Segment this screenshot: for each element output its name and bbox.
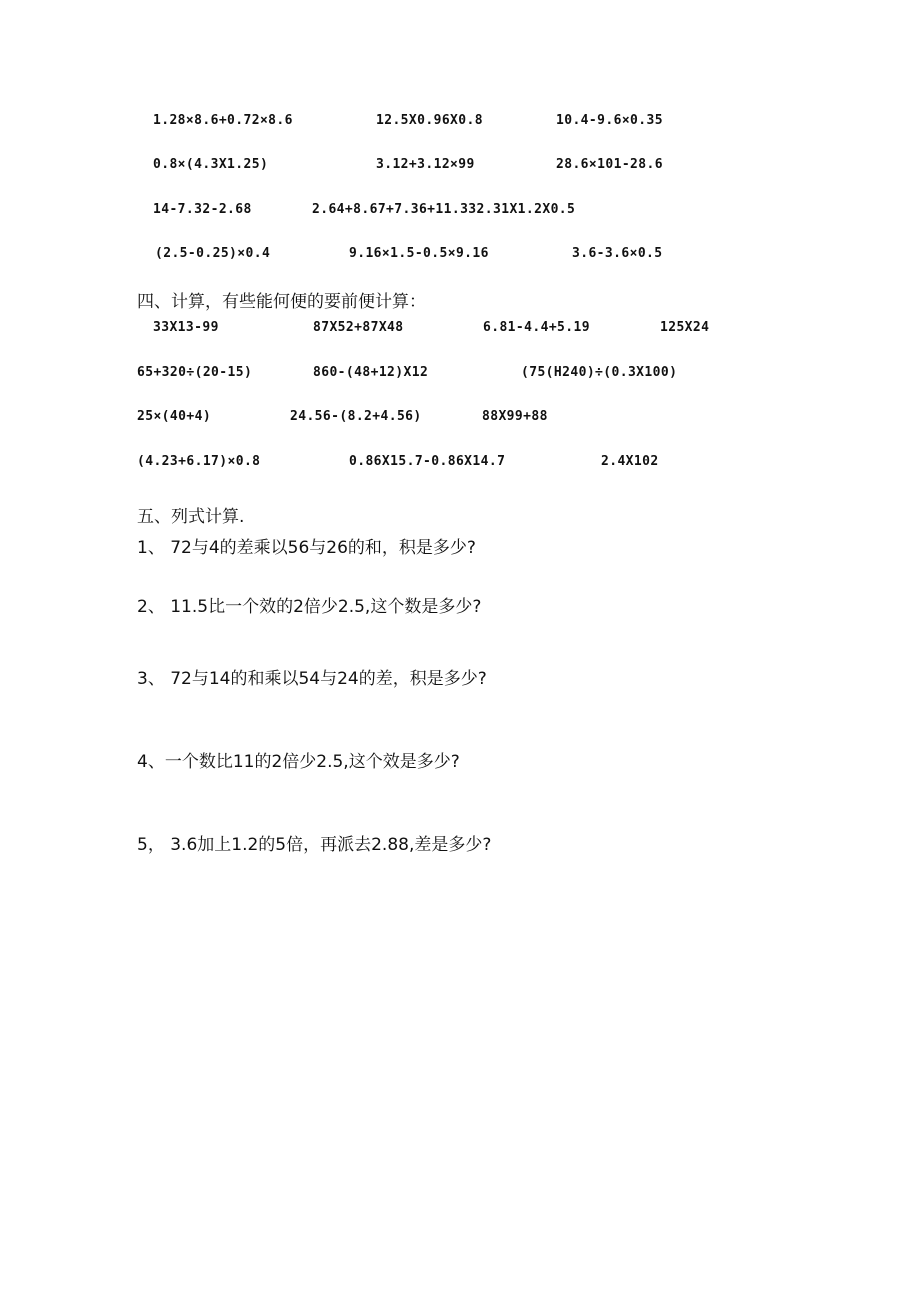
- expression: (2.5-0.25)×0.4: [155, 246, 271, 261]
- expression: 6.81-4.4+5.19: [483, 320, 590, 335]
- expression: 12.5X0.96X0.8: [376, 113, 483, 128]
- expression: 25×(40+4): [137, 409, 212, 424]
- expression: 33X13-99: [153, 320, 219, 335]
- expression: 0.8×(4.3X1.25): [153, 157, 269, 172]
- expression: 2.64+8.67+7.36+11.332.31X1.2X0.5: [312, 202, 576, 217]
- expression: 87X52+87X48: [313, 320, 404, 335]
- word-problem: 1、 72与4的差乘以56与26的和，积是多少?: [137, 538, 476, 558]
- expression: 10.4-9.6×0.35: [556, 113, 663, 128]
- expression: 9.16×1.5-0.5×9.16: [349, 246, 489, 261]
- expression: 860-(48+12)X12: [313, 365, 429, 380]
- expression: 0.86X15.7-0.86X14.7: [349, 454, 506, 469]
- expression: 88X99+88: [482, 409, 548, 424]
- expression: (75(H240)÷(0.3X100): [521, 365, 678, 380]
- expression: 28.6×101-28.6: [556, 157, 663, 172]
- word-problem: 2、 11.5比一个效的2倍少2.5,这个数是多少?: [137, 597, 482, 617]
- expression: 3.6-3.6×0.5: [572, 246, 663, 261]
- expression: (4.23+6.17)×0.8: [137, 454, 261, 469]
- section-heading: 五、列式计算.: [137, 507, 245, 527]
- word-problem: 5， 3.6加上1.2的5倍，再派去2.88,差是多少?: [137, 835, 492, 855]
- expression: 1.28×8.6+0.72×8.6: [153, 113, 293, 128]
- expression: 24.56-(8.2+4.56): [290, 409, 422, 424]
- word-problem: 4、一个数比11的2倍少2.5,这个效是多少?: [137, 752, 460, 772]
- section-heading: 四、计算，有些能何便的要前便计算：: [137, 292, 426, 312]
- expression: 125X24: [660, 320, 710, 335]
- expression: 3.12+3.12×99: [376, 157, 475, 172]
- expression: 14-7.32-2.68: [153, 202, 252, 217]
- word-problem: 3、 72与14的和乘以54与24的差，积是多少?: [137, 669, 487, 689]
- expression: 65+320÷(20-15): [137, 365, 253, 380]
- expression: 2.4X102: [601, 454, 659, 469]
